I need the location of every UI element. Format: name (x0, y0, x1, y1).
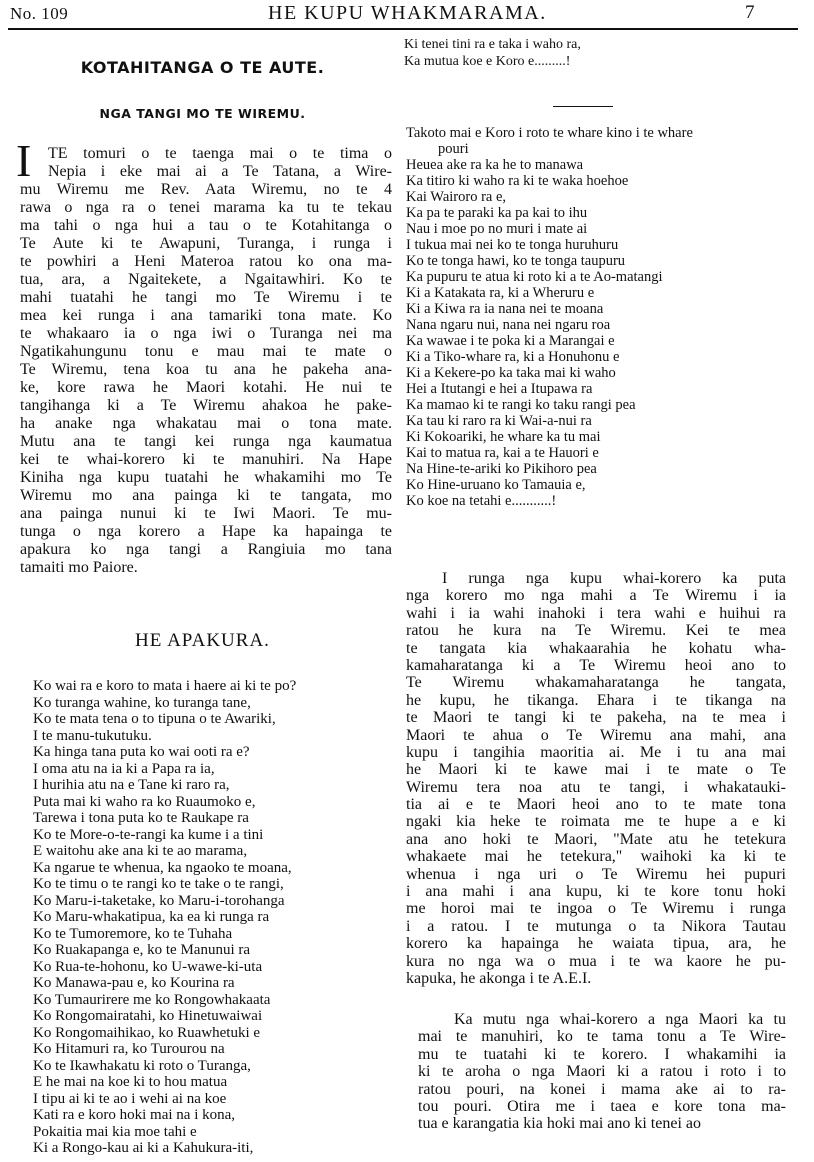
text-line: TE tomuri o te taenga mai o te tima o (48, 145, 392, 162)
text-line: Maori te ahua o Te Wiremu ana mahi, ana (406, 726, 786, 744)
text-line: Te Wiremu, tena koa tu ana he pakeha ana- (20, 361, 392, 378)
text-line: ke, kore rawa he Maori kotahi. He nui te (20, 379, 392, 396)
text-line: I hurihia atu na e Tane ki raro ra, (33, 777, 230, 793)
text-line: mu Wiremu me Rev. Aata Wiremu, no te 4 (20, 181, 392, 198)
newspaper-title: HE KUPU WHAKMARAMA. (268, 2, 547, 24)
text-line: Ko Maru-i-taketake, ko Maru-i-torohanga (33, 892, 285, 909)
text-line: Ko Tumaurirere me ko Rongowhakaata (33, 991, 271, 1008)
text-line: Ko Hitamuri ra, ko Turourou na (33, 1041, 225, 1057)
text-line: Ko turanga wahine, ko turanga tane, (33, 694, 251, 711)
text-line: Ki tenei tini ra e taka i waho ra, (404, 37, 581, 52)
text-line: Ko wai ra e koro to mata i haere ai ki te po? (33, 678, 297, 694)
page-number: 7 (745, 2, 755, 23)
text-line: Na Hine-te-ariki ko Pikihoro pea (406, 461, 597, 477)
text-line: apakura ko nga tangi a Rangiuia mo tana (20, 541, 392, 558)
section-heading: HE APAKURA. (135, 630, 270, 651)
text-line: Hei a Itutangi e hei a Itupawa ra (406, 381, 593, 397)
text-line: Kati ra e koro hoki mai na i kona, (33, 1107, 236, 1123)
text-line: te whakaaro ia o nga iwi o Turanga nei ma (20, 325, 392, 342)
text-line: he kupu, he tikanga. Ehara i te tikanga na (406, 691, 786, 709)
text-line: whakaete mai he tetekura," waihoki ka ki te (406, 848, 786, 866)
text-line: Ko Rongomairatahi, ko Hinetuwaiwai (33, 1008, 263, 1024)
text-line: Ka mutua koe e Koro e.........! (404, 54, 571, 69)
text-line: he Maori ki te kawe mai i te mate o Te (406, 761, 786, 779)
text-line: mahi tuatahi he tangi mo Te Wiremu i te (20, 289, 392, 306)
text-line: Wiremu tera noa atu te tangi, i whakatauki- (406, 778, 786, 796)
text-line: Ko Ruakapanga e, ko te Manunui ra (33, 942, 251, 958)
text-line: I tipu ai ki te ao i wehi ai na koe (33, 1090, 227, 1107)
text-line: Ko Rua-te-hohonu, ko U-wawe-ki-uta (33, 958, 263, 975)
text-line: Heuea ake ra ka he to manawa (406, 157, 584, 173)
text-line: Nau i moe po no muri i mate ai (406, 221, 588, 237)
text-line: Pokaitia mai kia moe tahi e (33, 1123, 197, 1140)
text-line: I oma atu na ia ki a Papa ra ia, (33, 760, 215, 777)
text-line: Ko te mata tena o to tipuna o te Awariki, (33, 711, 276, 727)
text-line: kamaharatanga ki a Te Wiremu heoi ano to (406, 656, 786, 674)
text-line: Ko Maru-whakatipua, ka ea ki runga ra (33, 909, 270, 925)
text-line: kei te whai-korero ki te manuhiri. Na Hape (20, 451, 392, 468)
text-line: Ki a Kekere-po ka taka mai ki waho (406, 365, 616, 381)
text-line: Ka titiro ki waho ra ki te waka hoehoe (406, 173, 629, 189)
text-line: i a ratou. I te mutunga o ta Nikora Tautau (406, 917, 786, 935)
text-line: te powhiri a Heni Materoa ratou ko ona ma- (20, 253, 392, 270)
text-line: ratou he kura na Te Wiremu. Kei te mea (406, 622, 786, 640)
text-line: Wiremu mo ana painga ki te tangata, mo (20, 487, 392, 504)
text-line: Ko koe na tetahi e...........! (406, 493, 557, 509)
article-subtitle: NGA TANGI MO TE WIREMU. (99, 106, 306, 121)
text-line: tua, ara, a Ngaitekete, a Ngaitawhiri. Ko te (20, 271, 392, 288)
issue-number: No. 109 (10, 4, 69, 23)
text-line: E he mai na koe ki to hou matua (33, 1074, 228, 1090)
text-line: Ko te timu o te rangi ko te take o te rangi, (33, 876, 284, 892)
text-line: E waitohu ake ana ki te ao marama, (33, 843, 248, 859)
text-line: rawa o nga ra o tenei marama ka tu te tekau (20, 199, 392, 216)
text-line: Ki a Kiwa ra ia nana nei te moana (406, 301, 604, 317)
text-line: Ko te tonga hawi, ko te tonga taupuru (406, 253, 626, 269)
paragraph-speeches (406, 570, 786, 987)
text-line: te tangata kia whakaarahia he kohatu wha- (406, 639, 786, 657)
text-line: Kiniha nga kupu tuatahi he whakamihi mo Te (20, 469, 392, 486)
text-line: mai te manuhiri, ko te tama tonu a Te Wire- (418, 1028, 786, 1046)
text-line: Te Wiremu whakamaharatanga he tangata, (406, 674, 786, 692)
header-rule (8, 28, 798, 30)
text-line: Ka wawae i te poka ki a Marangai e (406, 333, 615, 349)
text-line: korero ka hapainga he waiata tipua, ara, he (406, 935, 786, 953)
text-line: nga korero mo nga mahi a Te Wiremu i ia (406, 587, 786, 605)
text-line: Ngatikahungunu tonu e mau mai te mate o (20, 343, 392, 360)
text-line: Nepia i eke mai ai a Te Tatana, a Wire- (48, 163, 392, 180)
text-line: tua e karangatia kia hoki mai ano ki tenei ao (418, 1115, 701, 1133)
text-line: Ka tau ki raro ra ki Wai-a-nui ra (406, 413, 592, 429)
text-line: Ka pupuru te atua ki roto ki a te Ao-matangi (406, 269, 663, 285)
text-line: Ki a Rongo-kau ai ki a Kahukura-iti, (33, 1140, 254, 1156)
text-line: whenua i nga uri o Te Wiremu hei pupuri (406, 865, 786, 883)
text-line: ratou pouri, na konei i mama ake ai to ra- (418, 1080, 786, 1098)
text-line: Te Aute ki te Awapuni, Turanga, i runga i (20, 235, 392, 252)
text-line: kura no nga wa o mua i te wa kaore he pu- (406, 952, 786, 970)
poem-apakura (33, 678, 296, 1157)
text-line: I te manu-tukutuku. (33, 727, 152, 744)
text-line: Tarewa i tona puta ko te Raukape ra (33, 810, 249, 826)
text-line: Ko Rongomaihikao, ko Ruawhetuki e (33, 1024, 261, 1041)
poem-apakura-continued (404, 36, 581, 70)
text-line: me horoi mai te ingoa o Te Wiremu i runga (406, 900, 786, 918)
text-line: i ana mahi i ana kupu, ki te kore tonu hoki (406, 883, 786, 901)
paragraph-intro (20, 145, 392, 577)
text-line: tangihanga ki a Te Wiremu ahakoa he pake- (20, 397, 392, 414)
text-line: wahi i ia wahi inahoki i tera wahi e huihui ra (406, 604, 786, 622)
text-line: tia ai e te Maori heoi ano to te mate tona (406, 796, 786, 814)
text-line: Ka mamao ki te rangi ko taku rangi pea (406, 397, 636, 413)
text-line: te Maori te tangi ki te pakeha, na te mea i (406, 709, 786, 727)
text-line: Kai Wairoro ra e, (406, 189, 507, 205)
text-line: Ko Manawa-pau e, ko Kourina ra (33, 975, 235, 991)
text-line: Ka pa te paraki ka pa kai to ihu (406, 205, 588, 221)
text-line: tunga o nga korero a Hape ka hapainga te (20, 523, 392, 540)
text-line: Ki a Tiko-whare ra, ki a Honuhonu e (406, 349, 620, 365)
text-line: I runga nga kupu whai-korero ka puta (442, 570, 786, 587)
text-line: Ka mutu nga whai-korero a nga Maori ka tu (454, 1011, 786, 1028)
text-line: pouri (438, 141, 469, 157)
poem-takoto (406, 125, 693, 509)
text-line: Ko te Ikawhakatu ki roto o Turanga, (33, 1057, 251, 1074)
text-line: kupu i tangihia maoritia ai. Me i tu ana mai (406, 743, 786, 761)
text-line: kapuka, he akonga i te A.E.I. (406, 969, 592, 987)
text-line: Ko te Tumoremore, ko te Tuhaha (33, 925, 233, 942)
text-line: Ka ngarue te whenua, ka ngaoko te moana, (33, 859, 292, 876)
text-line: ana painga nunui ki te Iwi Maori. Te mu- (20, 505, 392, 522)
text-line: I tukua mai nei ko te tonga huruhuru (406, 237, 619, 253)
text-line: mu te tuatahi ki te korero. I whakamihi ia (418, 1045, 786, 1063)
text-line: Nana ngaru nui, nana nei ngaru roa (406, 317, 611, 333)
text-line: tou pouri. Otira me i taea e kore tona ma- (418, 1097, 786, 1115)
text-line: ngaki kia heke te roimata me te hupe a e ki (406, 813, 786, 831)
text-line: Ka hinga tana puta ko wai ooti ra e? (33, 744, 250, 760)
article-title: KOTAHITANGA O TE AUTE. (80, 58, 325, 77)
section-divider (553, 106, 613, 107)
text-line: ana ano hoki te Maori, "Mate atu he tetekura (406, 830, 786, 848)
text-line: Mutu ana te tangi kei runga nga kaumatua (20, 433, 392, 450)
text-line: Puta mai ki waho ra ko Ruaumoko e, (33, 793, 256, 810)
text-line: tamaiti mo Paiore. (20, 559, 138, 576)
text-line: Kai to matua ra, kai a te Hauori e (406, 445, 599, 461)
paragraph-manuhiri (418, 1011, 786, 1133)
text-line: ha anake nga whakatau mai o tona mate. (20, 415, 392, 432)
text-line: Takoto mai e Koro i roto te whare kino i te whare (406, 125, 693, 141)
text-line: Ko te More-o-te-rangi ka kume i a tini (33, 826, 264, 843)
text-line: Ki Kokoariki, he whare ka tu mai (406, 429, 601, 445)
text-line: Ki a Katakata ra, ki a Wheruru e (406, 285, 595, 301)
text-line: mea kei runga i ana tamariki tona mate. Ko (20, 307, 392, 324)
text-line: ma tahi o nga hui a tau o te Kotahitanga o (20, 217, 392, 234)
drop-cap: I (16, 135, 32, 186)
text-line: ki te aroha o nga Maori ki a ratou i roto i to (418, 1063, 786, 1081)
text-line: Ko Hine-uruano ko Tamauia e, (406, 477, 586, 493)
